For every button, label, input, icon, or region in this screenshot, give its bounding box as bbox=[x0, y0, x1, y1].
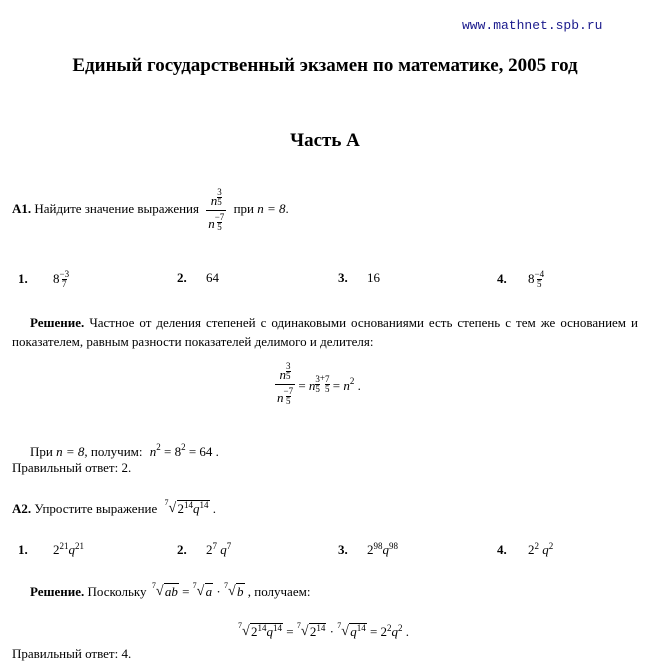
a2-expression: 7 √ $2^{14}q^{14}$ bbox=[164, 498, 209, 516]
option-value: $2^{98}q^{98}$ bbox=[367, 541, 398, 557]
a2-option-3[interactable] bbox=[338, 542, 398, 558]
a1-prompt: Найдите значение выражения bbox=[34, 200, 199, 216]
option-value: 8 $\frac{-3}{7}$ bbox=[53, 269, 70, 289]
option-value: 64 bbox=[206, 270, 219, 285]
solution-suffix: , получаем: bbox=[247, 584, 311, 599]
eval-result: = 64 . bbox=[188, 444, 219, 459]
a1-solution bbox=[12, 313, 638, 351]
document-title: Единый государственный экзамен по математике, 2005 год bbox=[72, 55, 578, 76]
option-number: 1. bbox=[18, 542, 28, 557]
a2-label: А2. bbox=[12, 501, 32, 516]
eval-prefix: При bbox=[30, 444, 53, 459]
option-number: 2. bbox=[177, 542, 187, 557]
a1-label: А1. bbox=[12, 200, 32, 216]
solution-prefix: Поскольку bbox=[87, 584, 147, 599]
option-number: 4. bbox=[497, 271, 507, 286]
option-number: 3. bbox=[338, 270, 348, 285]
option-value: $2^{21}q^{21}$ bbox=[53, 541, 84, 557]
a1-expression: n $\frac{3}{5}$ n $\frac{-7}{5}$ bbox=[208, 187, 225, 232]
option-number: 2. bbox=[177, 270, 187, 285]
a2-answer: Правильный ответ: 4. bbox=[12, 646, 132, 661]
solution-label: Решение. bbox=[30, 315, 85, 330]
solution-text: Частное от деления степеней с одинаковыми основаниями есть степень с тем же основанием и показателем, равным разности показателей делимого и делителя: bbox=[12, 315, 638, 349]
eval-formula: $n^2 = 8^2 = 64$ . bbox=[149, 442, 219, 459]
a1-at-word: при bbox=[233, 200, 254, 216]
part-heading: Часть А bbox=[290, 130, 360, 151]
a1-condition: n = 8 bbox=[257, 200, 286, 216]
option-number: 3. bbox=[338, 542, 348, 557]
solution-identity: 7 √ ab = 7 √ a · 7 √ b bbox=[151, 581, 244, 599]
a2-question: А2. Упростите выражение 7 √ $2^{14}q^{14}$ . bbox=[12, 498, 216, 516]
a2-option-4[interactable] bbox=[497, 542, 553, 558]
option-value: 8 $\frac{-4}{5}$ bbox=[528, 269, 545, 289]
option-value: 16 bbox=[367, 270, 380, 285]
a1-option-3[interactable] bbox=[338, 270, 380, 286]
a1-option-1[interactable] bbox=[18, 270, 69, 289]
option-number: 1. bbox=[18, 271, 28, 286]
solution-label: Решение. bbox=[30, 584, 85, 599]
eval-mid: , получим: bbox=[84, 444, 143, 459]
a2-formula: 7 √ $2^{14}q^{14}$ = 7 √ $2^{14}$ · 7 √ $q^{14} = 2^2q^2$ . bbox=[238, 621, 410, 639]
option-value: $2^7$ $q^7$ bbox=[206, 541, 232, 557]
a1-option-2[interactable] bbox=[177, 270, 219, 286]
a1-evaluation-line bbox=[30, 444, 219, 460]
a2-solution bbox=[30, 581, 311, 600]
a2-option-2[interactable] bbox=[177, 542, 231, 558]
a1-option-4[interactable] bbox=[497, 270, 544, 289]
a1-question: А1. Найдите значение выражения n $\frac{3}{5}$ n $\frac{-7}{5}$ при n = 8. bbox=[12, 187, 289, 232]
a2-prompt: Упростите выражение bbox=[34, 501, 158, 516]
eval-condition: n = 8 bbox=[56, 444, 85, 459]
a2-option-1[interactable] bbox=[18, 542, 84, 558]
option-number: 4. bbox=[497, 542, 507, 557]
a1-formula: n $\frac{3}{5}$ n $\frac{-7}{5}$ = n $\frac{3}{5}$ + $\frac{7}{5}$ = $n^2$ . bbox=[277, 361, 361, 406]
a1-answer: Правильный ответ: 2. bbox=[12, 460, 132, 475]
site-url[interactable]: www.mathnet.spb.ru bbox=[462, 18, 603, 33]
option-value: $2^2$ $q^2$ bbox=[528, 541, 554, 557]
